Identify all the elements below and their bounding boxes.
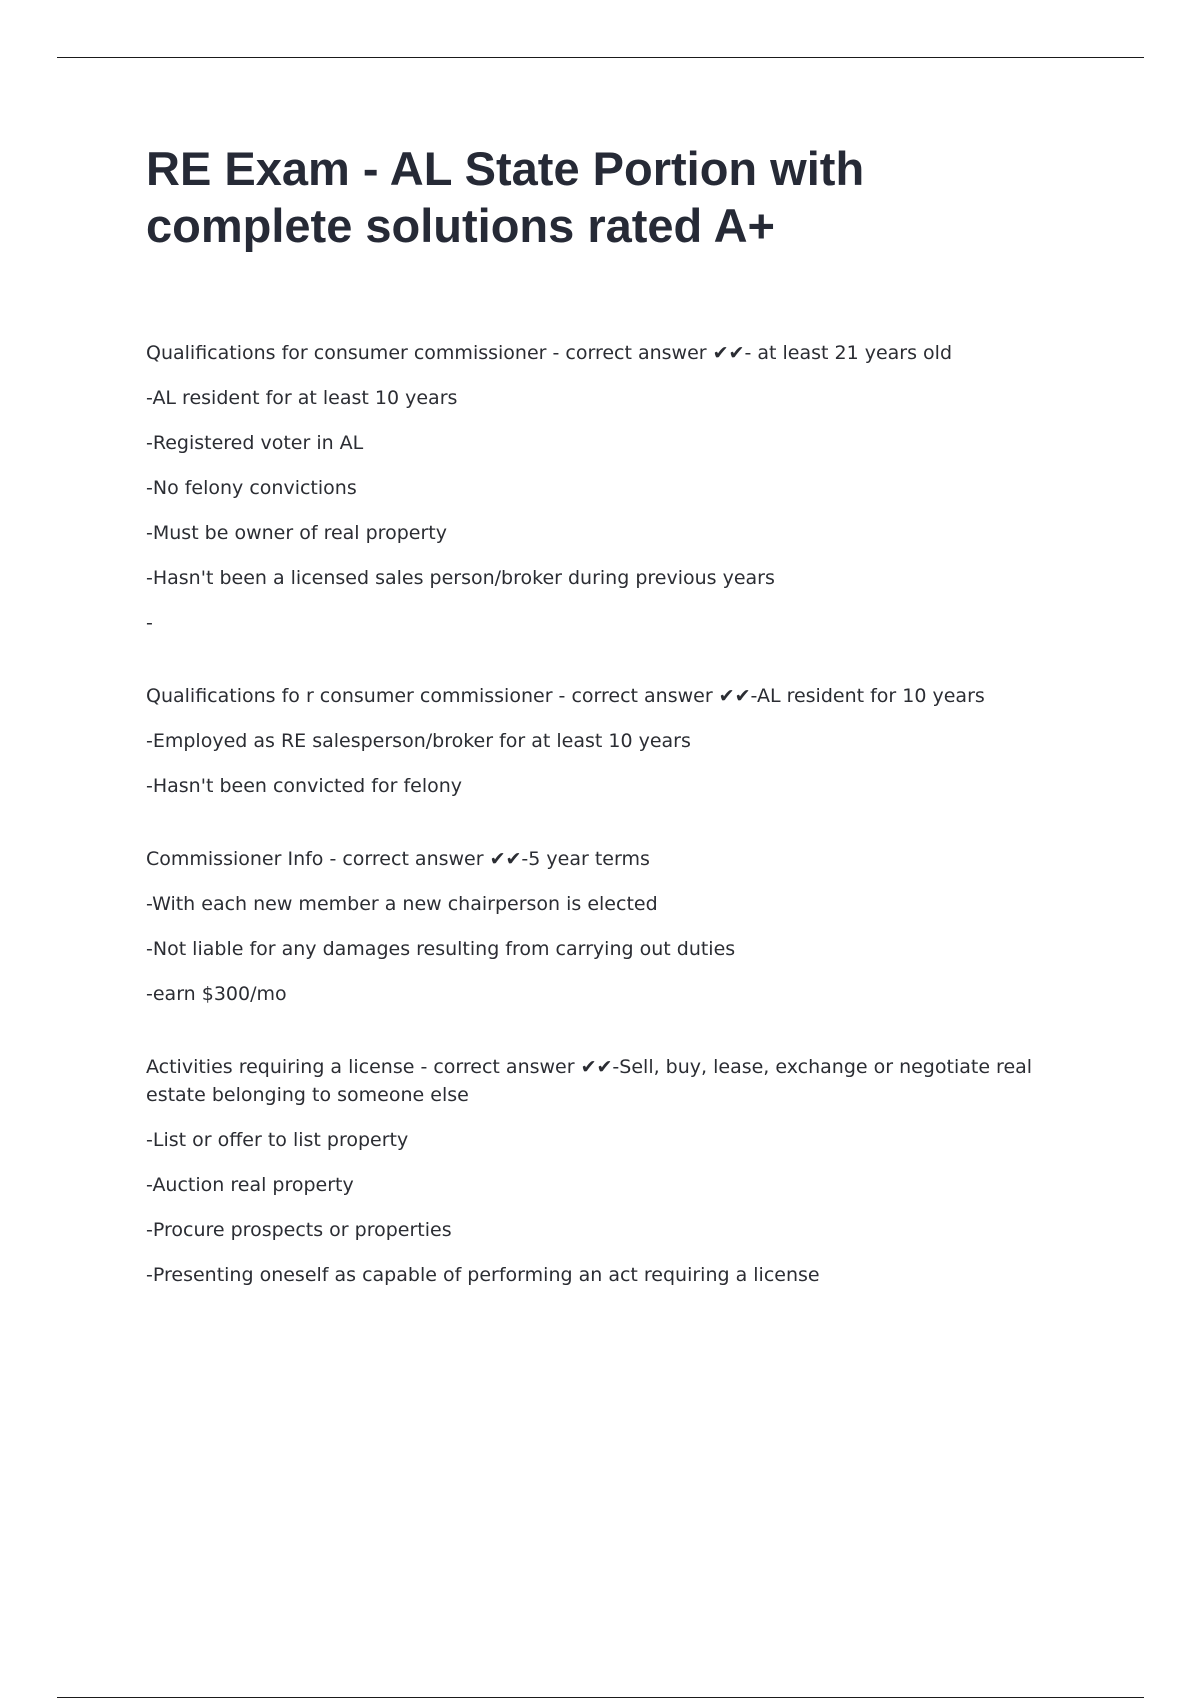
qa-answer-line: -Procure prospects or properties [146,1219,452,1241]
qa-answer-line: -Auction real property [146,1174,354,1196]
title-line-1: RE Exam - AL State Portion with [146,142,865,195]
qa-answer-line: -AL resident for at least 10 years [146,387,458,409]
qa-answer-line: -Registered voter in AL [146,432,364,454]
qa-list [146,339,1066,1289]
qa-question-line: Commissioner Info - correct answer ✔✔-5 year terms [146,848,650,870]
qa-question-line: Activities requiring a license - correct answer ✔✔-Sell, buy, lease, exchange or negotiate real estate belonging to someone else [146,1056,1033,1106]
qa-question-line: Qualifications for consumer commissioner - correct answer ✔✔- at least 21 years old [146,342,953,364]
qa-answer-line: -Not liable for any damages resulting from carrying out duties [146,938,736,960]
qa-answer-line: -Presenting oneself as capable of performing an act requiring a license [146,1264,820,1286]
document-body [146,140,1066,1334]
qa-answer-line: -Hasn't been convicted for felony [146,775,463,797]
qa-answer-line: -earn $300/mo [146,983,287,1005]
qa-item [146,1053,1066,1289]
qa-answer-line: -Employed as RE salesperson/broker for at least 10 years [146,730,691,752]
qa-answer-line: -With each new member a new chairperson is elected [146,893,658,915]
title-line-2: complete solutions rated A+ [146,199,775,252]
qa-item [146,339,1066,637]
qa-answer-line: - [146,612,153,634]
qa-question-line: Qualifications fo r consumer commissioner - correct answer ✔✔-AL resident for 10 years [146,685,985,707]
qa-answer-line: -Must be owner of real property [146,522,447,544]
qa-answer-line: -No felony convictions [146,477,357,499]
qa-answer-line: -List or offer to list property [146,1129,409,1151]
qa-answer-line: -Hasn't been a licensed sales person/broker during previous years [146,567,775,589]
bottom-rule [57,1697,1144,1698]
document-title [146,140,1066,254]
top-rule [57,57,1144,58]
qa-item [146,682,1066,800]
qa-item [146,845,1066,1008]
